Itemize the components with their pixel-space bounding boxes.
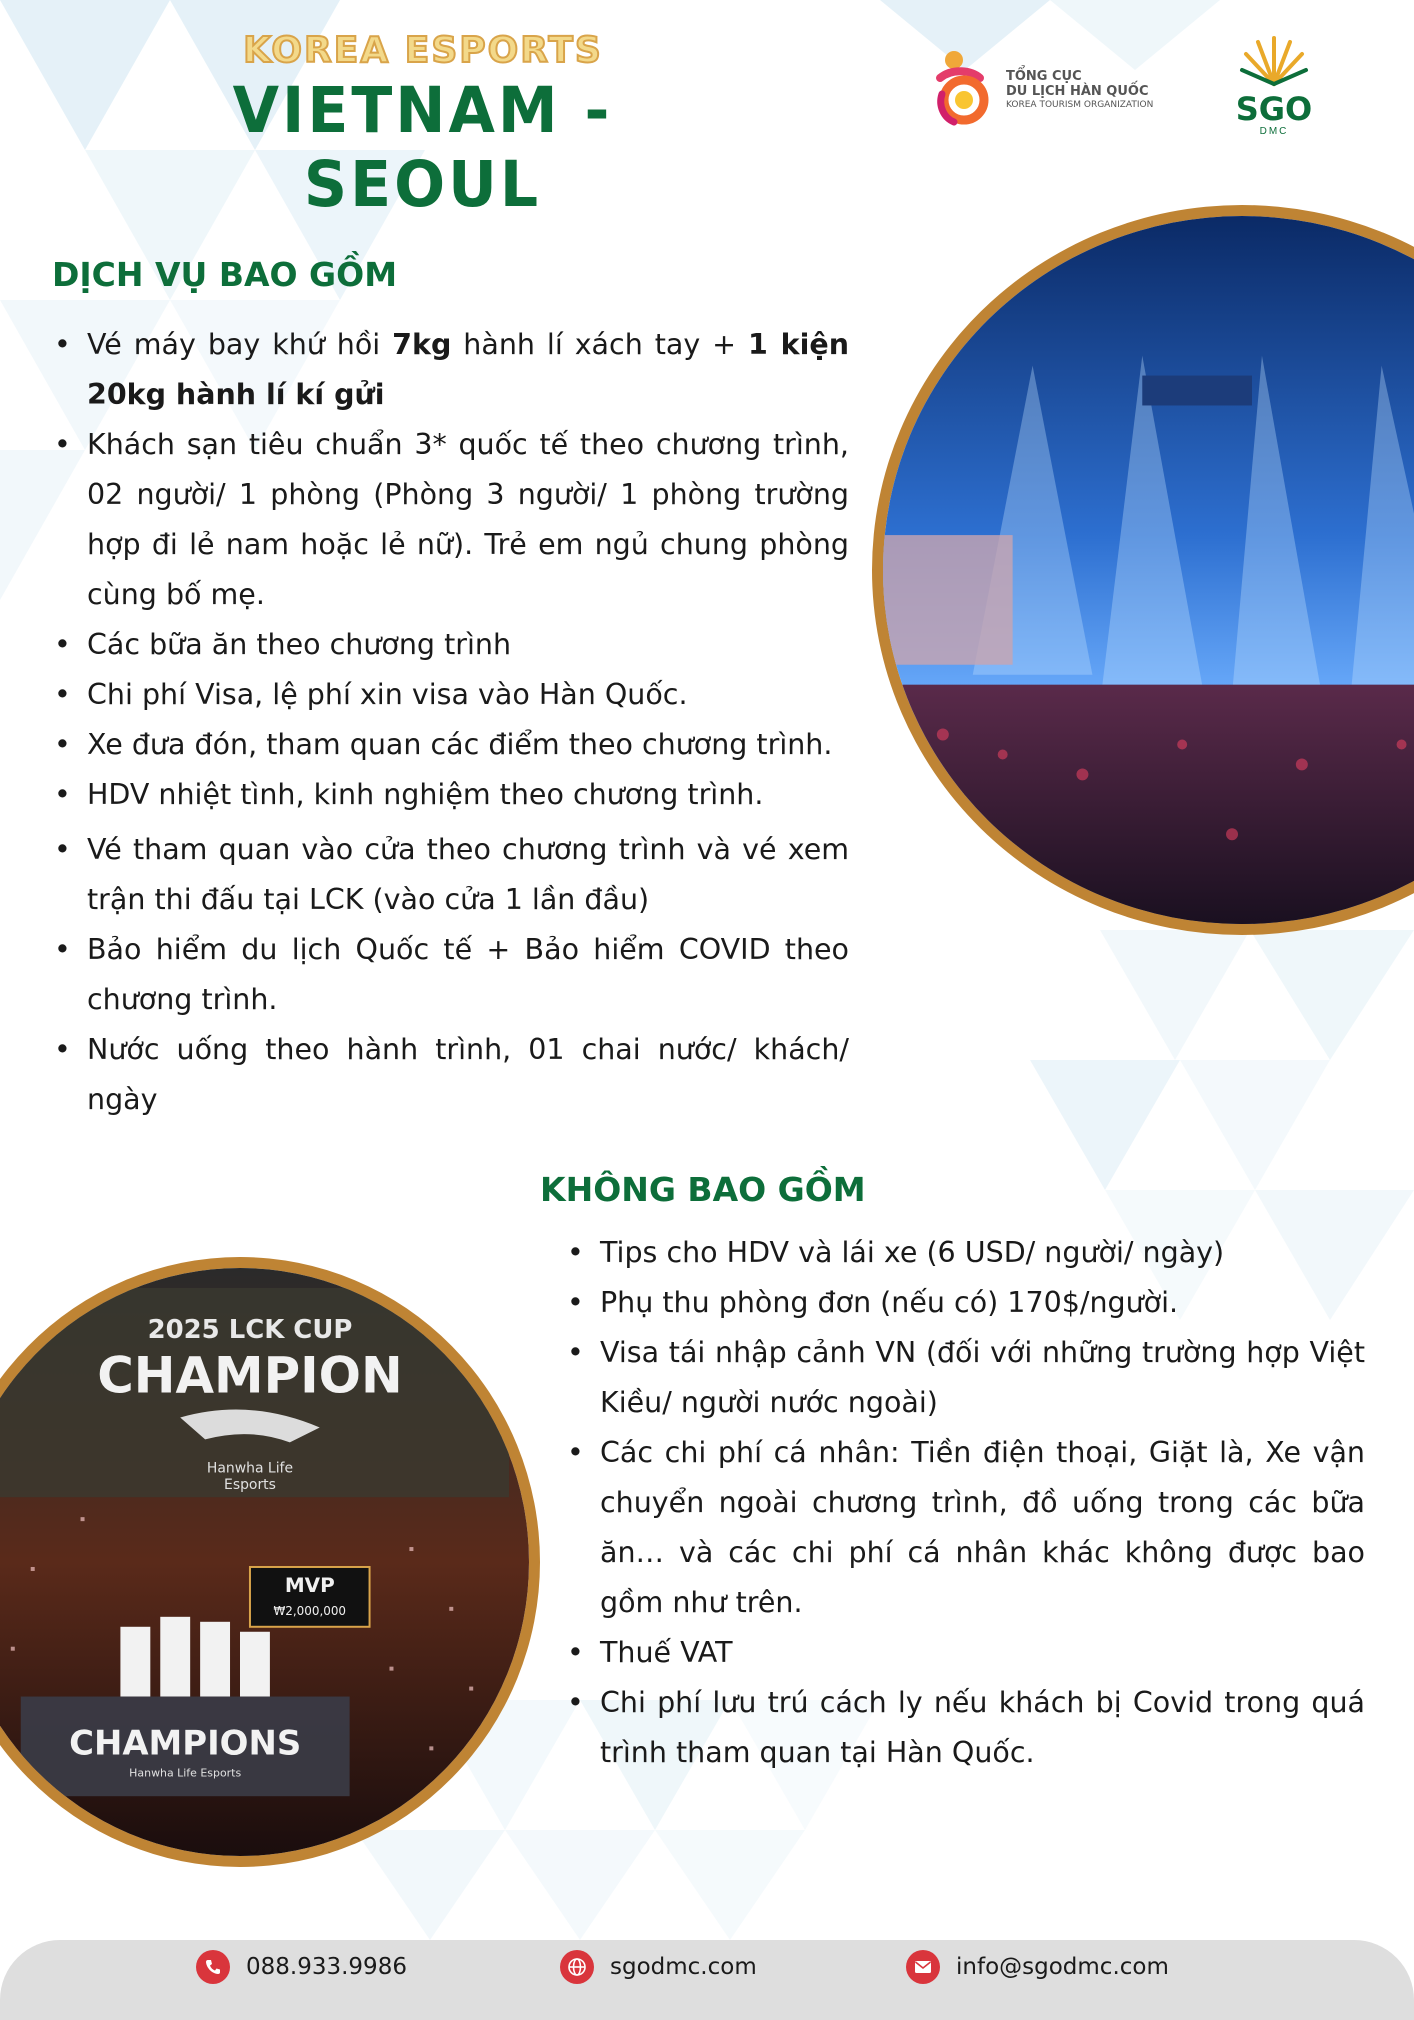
- list-item: • Khách sạn tiêu chuẩn 3* quốc tế theo chương trình, 02 người/ 1 phòng (Phòng 3 người/ 1 phòng trường hợp đi lẻ nam hoặc lẻ nữ). Trẻ em ngủ chung phòng cùng bố mẹ.: [52, 420, 849, 620]
- team-text-2: Esports: [224, 1477, 276, 1494]
- footer-website[interactable]: [560, 1950, 757, 1984]
- flag-text: CHAMPIONS: [69, 1723, 302, 1763]
- list-item: • Phụ thu phòng đơn (nếu có) 170$/người.: [565, 1278, 1365, 1328]
- excluded-heading: KHÔNG BAO GỒM: [540, 1170, 866, 1209]
- flag-sub-text: Hanwha Life Esports: [129, 1766, 242, 1780]
- phone-icon: [196, 1950, 230, 1984]
- globe-icon: [560, 1950, 594, 1984]
- team-text: Hanwha Life: [206, 1460, 294, 1477]
- kto-line2: DU LỊCH HÀN QUỐC: [1006, 83, 1149, 99]
- kto-logo-icon: [932, 48, 1002, 128]
- list-item: • Thuế VAT: [565, 1628, 1365, 1678]
- excluded-list: [565, 1228, 1365, 1778]
- banner-top-text: 2025 LCK CUP: [147, 1314, 353, 1345]
- phone-text: 088.933.9986: [246, 1954, 407, 1980]
- list-item: • Các chi phí cá nhân: Tiền điện thoại, Giặt là, Xe vận chuyển ngoài chương trình, đồ uống trong các bữa ăn… và các chi phí cá nhân khác không được bao gồm như trên.: [565, 1428, 1365, 1628]
- kto-line1: TỔNG CỤC: [1006, 69, 1082, 84]
- list-item: • Xe đưa đón, tham quan các điểm theo chương trình.: [52, 720, 849, 770]
- mvp-amount-text: ₩2,000,000: [273, 1603, 347, 1618]
- page-title: VIETNAM - SEOUL: [232, 74, 613, 222]
- list-item: • HDV nhiệt tình, kinh nghiệm theo chương trình.: [52, 770, 849, 820]
- list-item: • Chi phí Visa, lệ phí xin visa vào Hàn Quốc.: [52, 670, 849, 720]
- email-text: info@sgodmc.com: [956, 1954, 1169, 1980]
- footer-phone[interactable]: [196, 1950, 407, 1984]
- list-item: • Bảo hiểm du lịch Quốc tế + Bảo hiểm COVID theo chương trình.: [52, 925, 849, 1025]
- list-item: • Nước uống theo hành trình, 01 chai nước/ khách/ ngày: [52, 1025, 849, 1125]
- included-heading: DỊCH VỤ BAO GỒM: [52, 255, 398, 294]
- mail-icon: [906, 1950, 940, 1984]
- banner-main-text: CHAMPION: [97, 1346, 403, 1405]
- list-item: • Tips cho HDV và lái xe (6 USD/ người/ ngày): [565, 1228, 1365, 1278]
- kto-line3: KOREA TOURISM ORGANIZATION: [1006, 99, 1154, 110]
- sgo-name: SGO: [1235, 90, 1313, 128]
- footer-email[interactable]: [906, 1950, 1169, 1984]
- included-list: [52, 320, 849, 1125]
- sgo-sub: DMC: [1259, 126, 1289, 137]
- sgo-logo: [1230, 32, 1318, 142]
- list-item: • Visa tái nhập cảnh VN (đối với những trường hợp Việt Kiều/ người nước ngoài): [565, 1328, 1365, 1428]
- list-item: • Chi phí lưu trú cách ly nếu khách bị Covid trong quá trình tham quan tại Hàn Quốc.: [565, 1678, 1365, 1778]
- header-subtitle: KOREA ESPORTS: [243, 30, 603, 71]
- sun-icon: [1230, 32, 1318, 92]
- kto-logo: [932, 48, 1162, 128]
- mvp-text: MVP: [284, 1573, 335, 1597]
- list-item: • Vé máy bay khứ hồi 7kg hành lí xách tay + 1 kiện 20kg hành lí kí gửi: [52, 320, 849, 420]
- list-item: • Vé tham quan vào cửa theo chương trình và vé xem trận thi đấu tại LCK (vào cửa 1 lần đầu): [52, 825, 849, 925]
- website-text: sgodmc.com: [610, 1954, 757, 1980]
- list-item: • Các bữa ăn theo chương trình: [52, 620, 849, 670]
